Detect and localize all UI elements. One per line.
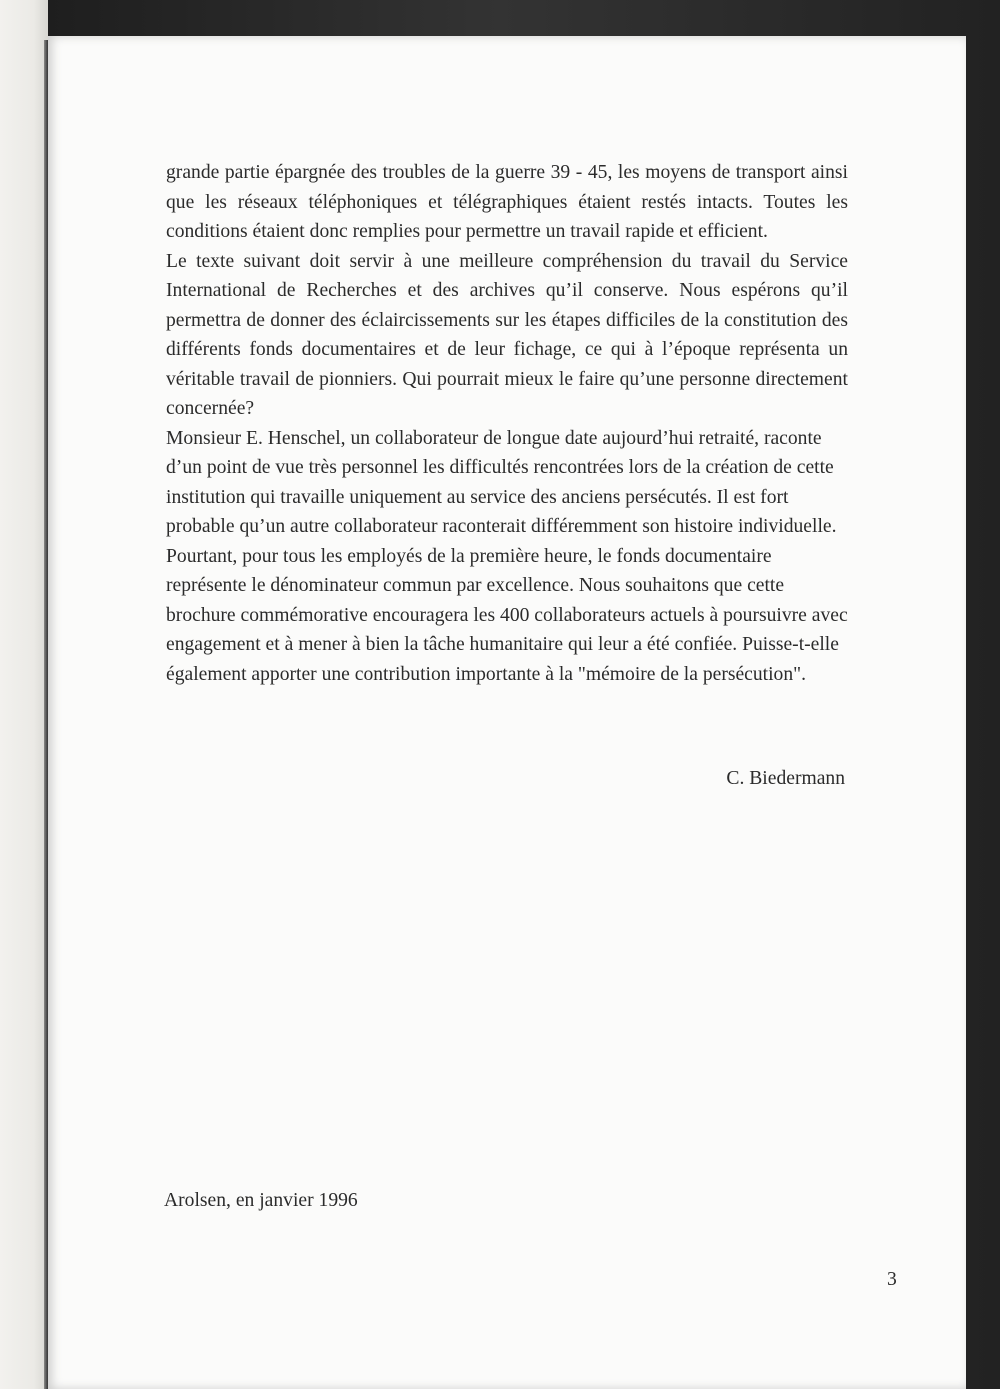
paragraph-2: Le texte suivant doit servir à une meilleure compréhension du travail du Service International de Recherches et des archives qu’il conserve. Nous espérons qu’il permettra de donner des éclaircissements sur les étapes difficiles de la constitution des différents fonds documentaires et de leur fichage, ce qui à l’époque représenta un véritable travail de pionniers. Qui pourrait mieux le faire qu’une personne directement concernée?: [166, 250, 848, 419]
page-number: 3: [887, 1269, 897, 1290]
paragraph-3: Monsieur E. Henschel, un collaborateur de longue date aujourd’hui retraité, raconte d’un point de vue très personnel les difficultés rencontrées lors de la création de cette institution qui travaille uniquement au service des anciens persécutés. Il est fort probable qu’un autre collaborateur raconterait différemment son histoire individuelle. Pourtant, pour tous les employés de la première heure, le fonds documentaire représente le dénominateur commun par excellence. Nous souhaitons que cette brochure commémorative encouragera les 400 collaborateurs actuels à poursuivre avec engagement et à mener à bien la tâche humanitaire qui leur a été confiée. Puisse-t-elle également apporter une contribution importante à la "mémoire de la persécution".: [166, 427, 848, 685]
place-date: Arolsen, en janvier 1996: [164, 1190, 358, 1211]
document-page: [48, 36, 966, 1389]
paragraph-1: grande partie épargnée des troubles de la guerre 39 - 45, les moyens de transport ainsi que les réseaux téléphoniques et télégraphiques étaient restés intacts. Toutes les conditions étaient donc remplies pour permettre un travail rapide et efficient.: [166, 162, 848, 242]
body-text: [166, 158, 848, 689]
facing-page-edge: [0, 0, 48, 1389]
signature: C. Biedermann: [726, 768, 845, 789]
